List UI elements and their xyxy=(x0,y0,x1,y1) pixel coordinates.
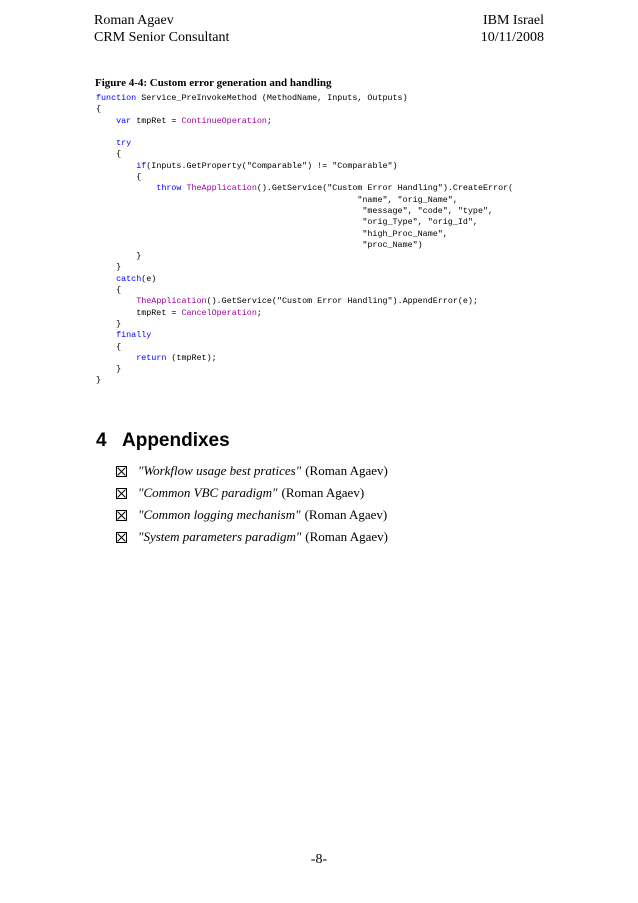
code-line xyxy=(96,206,493,216)
code-token: tmpRet = xyxy=(96,307,182,318)
code-line xyxy=(96,229,448,239)
code-token: (tmpRet); xyxy=(166,352,217,363)
code-token: { xyxy=(96,149,122,160)
appendix-item xyxy=(116,504,388,526)
code-line xyxy=(96,251,141,261)
header-company: IBM Israel xyxy=(482,13,544,28)
code-line xyxy=(96,330,151,340)
code-token: return xyxy=(136,352,167,363)
header-right xyxy=(481,12,544,46)
page-number: -8- xyxy=(310,852,328,867)
code-line xyxy=(96,149,121,159)
appendix-item xyxy=(116,526,388,548)
code-line xyxy=(96,217,478,227)
checkbox-x-icon xyxy=(116,532,127,543)
code-token xyxy=(96,138,116,148)
code-line xyxy=(96,116,272,126)
code-line xyxy=(96,104,101,114)
code-token: throw xyxy=(156,183,182,194)
code-block xyxy=(96,93,513,387)
code-token: (Inputs.GetProperty("Comparable") != "Comparable") xyxy=(146,160,398,171)
appendix-author: (Roman Agaev) xyxy=(304,507,388,522)
code-line xyxy=(96,172,141,182)
code-token: try xyxy=(116,138,132,149)
code-token: var xyxy=(116,115,132,126)
code-token: ; xyxy=(266,115,272,126)
code-token: "name", "orig_Name", xyxy=(96,194,458,205)
code-token: "orig_Type", "orig_Id", xyxy=(96,217,478,228)
code-token: if xyxy=(136,160,147,171)
code-token xyxy=(96,330,116,340)
code-line xyxy=(96,138,131,148)
section-number: 4 xyxy=(96,430,107,451)
appendix-title: "Workflow usage best pratices" xyxy=(138,463,302,478)
code-token xyxy=(96,296,136,306)
checkbox-x-icon xyxy=(116,510,127,521)
code-line xyxy=(96,240,423,250)
code-token xyxy=(96,353,136,363)
figure-caption: Figure 4-4: Custom error generation and handling xyxy=(95,77,332,89)
code-token: tmpRet = xyxy=(131,115,182,126)
code-token: CancelOperation xyxy=(181,307,257,318)
appendix-author: (Roman Agaev) xyxy=(305,463,388,478)
code-line xyxy=(96,161,398,171)
code-line xyxy=(96,296,478,306)
code-token: { xyxy=(96,104,102,115)
header-left xyxy=(94,12,229,46)
code-token: TheApplication xyxy=(136,296,207,307)
code-line xyxy=(96,319,121,329)
code-line xyxy=(96,262,121,272)
code-token: ; xyxy=(256,307,262,318)
code-token xyxy=(96,116,116,126)
code-token: { xyxy=(96,285,122,296)
code-line xyxy=(96,285,121,295)
code-token: } xyxy=(96,251,142,262)
section-heading xyxy=(96,430,230,452)
code-token: } xyxy=(96,375,102,386)
code-token: } xyxy=(96,364,122,375)
code-line xyxy=(96,274,156,284)
code-line xyxy=(96,93,408,103)
appendix-title: "Common logging mechanism" xyxy=(138,507,301,522)
code-token: catch xyxy=(116,273,142,284)
code-line xyxy=(96,308,262,318)
code-line xyxy=(96,183,513,193)
code-token: TheApplication xyxy=(186,183,257,194)
code-token: finally xyxy=(116,330,152,341)
appendix-author: (Roman Agaev) xyxy=(305,529,388,544)
code-token: "proc_Name") xyxy=(96,239,423,250)
section-title: Appendixes xyxy=(122,430,230,451)
checkbox-x-icon xyxy=(116,466,127,477)
code-token: } xyxy=(96,262,122,273)
code-line xyxy=(96,375,101,385)
code-token: (e) xyxy=(141,273,157,284)
appendix-list xyxy=(116,460,388,548)
code-token: { xyxy=(96,172,142,183)
code-token: function xyxy=(96,93,137,103)
appendix-item xyxy=(116,460,388,482)
checkbox-x-icon xyxy=(116,488,127,499)
appendix-title: "System parameters paradigm" xyxy=(138,529,302,544)
code-token: ().GetService("Custom Error Handling").CreateError( xyxy=(256,183,514,194)
code-token xyxy=(96,274,116,284)
code-token: ContinueOperation xyxy=(181,115,267,126)
code-token xyxy=(96,161,136,171)
code-token: } xyxy=(96,318,122,329)
code-token: "message", "code", "type", xyxy=(96,205,494,216)
appendix-title: "Common VBC paradigm" xyxy=(138,485,278,500)
code-line xyxy=(96,195,458,205)
code-token: { xyxy=(96,341,122,352)
header-date: 10/11/2008 xyxy=(480,30,544,45)
appendix-author: (Roman Agaev) xyxy=(281,485,365,500)
code-line xyxy=(96,364,121,374)
header-role: CRM Senior Consultant xyxy=(94,30,230,45)
code-token xyxy=(96,183,156,193)
code-token: "high_Proc_Name", xyxy=(96,228,448,239)
code-line xyxy=(96,342,121,352)
header-author: Roman Agaev xyxy=(94,13,174,28)
appendix-item xyxy=(116,482,388,504)
code-token: ().GetService("Custom Error Handling").AppendError(e); xyxy=(206,296,478,307)
code-line xyxy=(96,353,217,363)
code-token: Service_PreInvokeMethod (MethodName, Inputs, Outputs) xyxy=(136,93,408,103)
